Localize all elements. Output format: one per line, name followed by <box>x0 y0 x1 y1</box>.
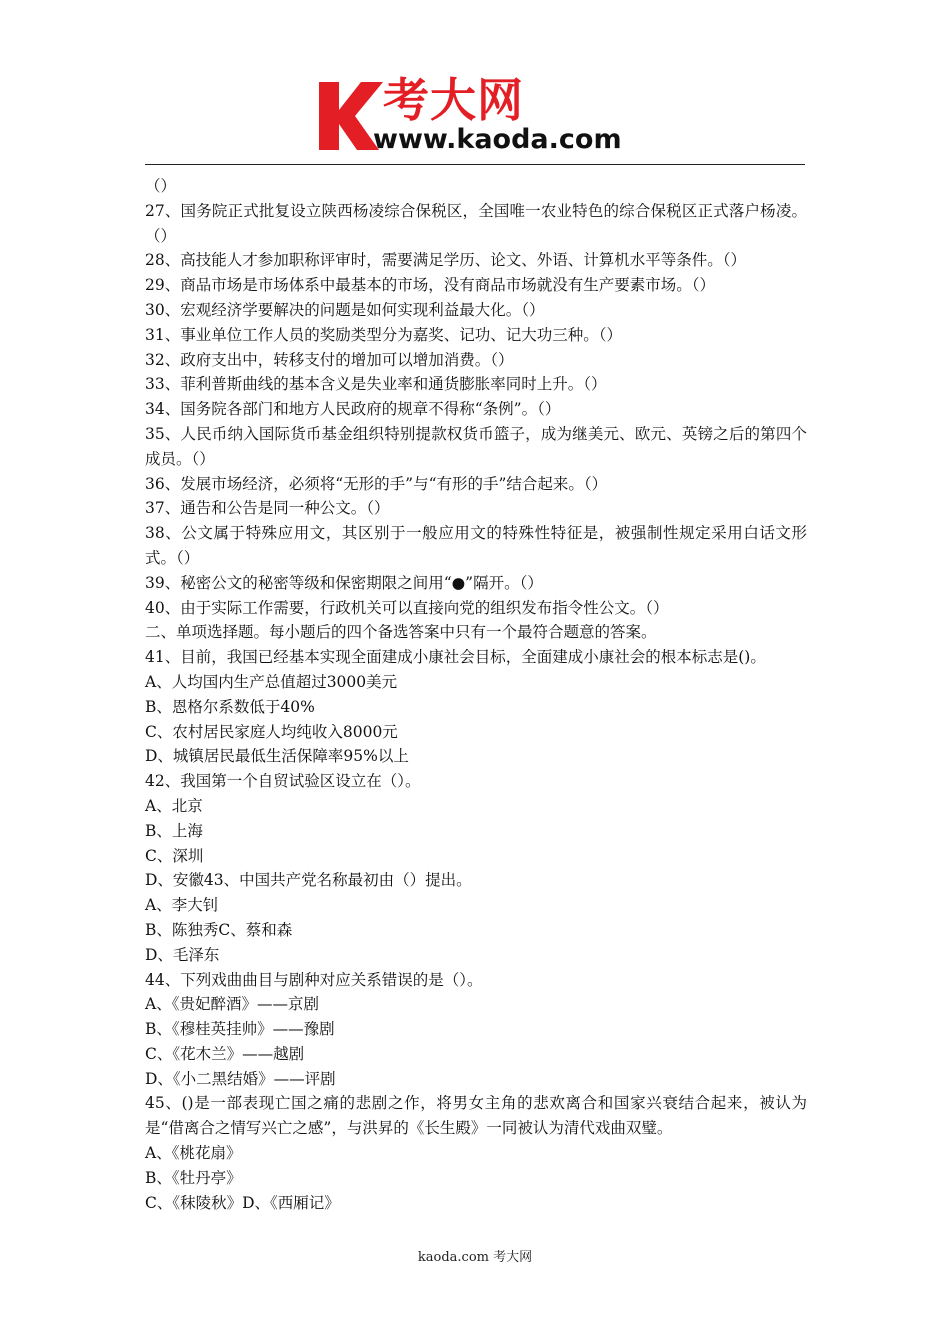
header-divider <box>145 164 805 165</box>
question-30: 30、宏观经济学要解决的问题是如何实现利益最大化。（） <box>145 300 545 319</box>
option-line: C、《秣陵秋》D、《西厢记》 <box>145 1193 340 1212</box>
document-body <box>145 174 807 1215</box>
question-43: D、安徽43、中国共产党名称最初由（）提出。 <box>145 871 472 890</box>
option-line: B、恩格尔系数低于40% <box>145 697 315 716</box>
option-line: B、《穆桂英挂帅》——豫剧 <box>145 1020 335 1039</box>
kaoda-logo[interactable] <box>315 74 645 164</box>
option-line: C、农村居民家庭人均纯收入8000元 <box>145 722 398 741</box>
question-31: 31、事业单位工作人员的奖励类型分为嘉奖、记功、记大功三种。（） <box>145 325 622 344</box>
question-39: 39、秘密公文的秘密等级和保密期限之间用“●”隔开。（） <box>145 573 543 592</box>
question-37: 37、通告和公告是同一种公文。（） <box>145 499 390 518</box>
question-27: 27、国务院正式批复设立陕西杨凌综合保税区，全国唯一农业特色的综合保税区正式落户杨凌。（） <box>145 201 807 245</box>
question-40: 40、由于实际工作需要，行政机关可以直接向党的组织发布指令性公文。（） <box>145 598 669 617</box>
option-line: A、李大钊 <box>145 896 219 915</box>
option-line: D、城镇居民最低生活保障率95%以上 <box>145 747 409 766</box>
option-line: A、《桃花扇》 <box>145 1144 242 1163</box>
option-line: D、毛泽东 <box>145 945 220 964</box>
option-line: C、深圳 <box>145 846 204 865</box>
question-28: 28、高技能人才参加职称评审时，需要满足学历、论文、外语、计算机水平等条件。（） <box>145 251 746 270</box>
question-38: 38、公文属于特殊应用文，其区别于一般应用文的特殊性特征是，被强制性规定采用白话文形式。（） <box>145 524 807 567</box>
option-line: A、北京 <box>145 796 203 815</box>
option-line: B、《牡丹亭》 <box>145 1168 242 1187</box>
question-33: 33、菲利普斯曲线的基本含义是失业率和通货膨胀率同时上升。（） <box>145 375 607 394</box>
logo-title: 考大网 <box>383 73 524 127</box>
option-line: D、《小二黑结婚》——评剧 <box>145 1069 336 1088</box>
page-header <box>145 0 805 166</box>
question-44: 44、下列戏曲曲目与剧种对应关系错误的是（）。 <box>145 970 483 989</box>
option-line: A、人均国内生产总值超过3000美元 <box>145 672 398 691</box>
logo-url: www.kaoda.com <box>373 124 622 155</box>
question-42: 42、我国第一个自贸试验区设立在（）。 <box>145 772 421 791</box>
question-41: 41、目前，我国已经基本实现全面建成小康社会目标，全面建成小康社会的根本标志是()。 <box>145 648 766 667</box>
option-line: C、《花木兰》——越剧 <box>145 1044 305 1063</box>
option-line: A、《贵妃醉酒》——京剧 <box>145 995 319 1014</box>
question-32: 32、政府支出中，转移支付的增加可以增加消费。（） <box>145 350 514 369</box>
option-line: B、上海 <box>145 821 203 840</box>
question-34: 34、国务院各部门和地方人民政府的规章不得称“条例”。（） <box>145 400 561 419</box>
page-footer: kaoda.com 考大网 <box>417 1250 533 1265</box>
option-line: B、陈独秀C、蔡和森 <box>145 920 293 939</box>
text-line: （） <box>145 177 177 195</box>
question-29: 29、商品市场是市场体系中最基本的市场，没有商品市场就没有生产要素市场。（） <box>145 276 715 295</box>
question-36: 36、发展市场经济，必须将“无形的手”与“有形的手”结合起来。（） <box>145 474 608 493</box>
section-heading: 二、单项选择题。每小题后的四个备选答案中只有一个最符合题意的答案。 <box>145 623 657 642</box>
question-45: 45、()是一部表现亡国之痛的悲剧之作，将男女主角的悲欢离合和国家兴衰结合起来，被认为是“借离合之情写兴亡之感”，与洪昇的《长生殿》一同被认为清代戏曲双璧。 <box>145 1094 807 1138</box>
question-35: 35、人民币纳入国际货币基金组织特别提款权货币篮子，成为继美元、欧元、英镑之后的第四个成员。（） <box>145 424 807 468</box>
